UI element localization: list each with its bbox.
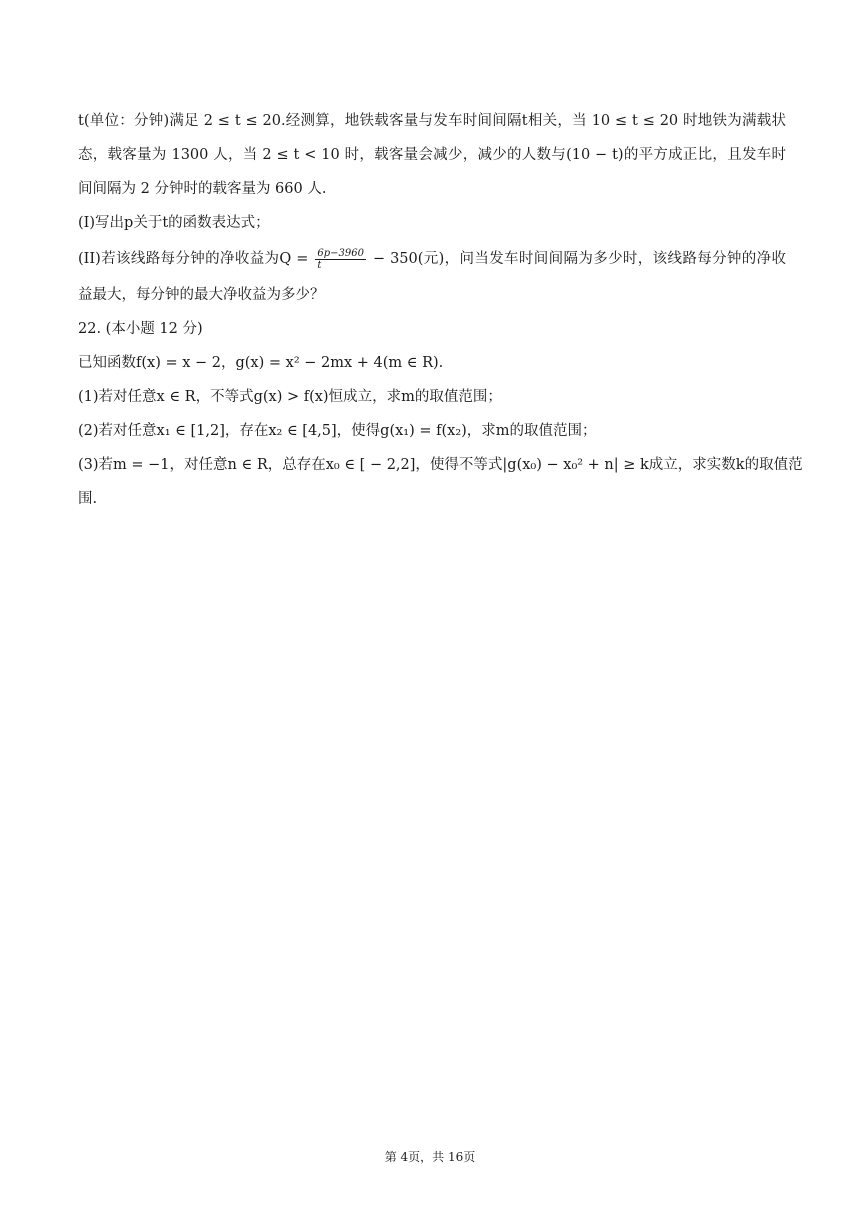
problem22-heading: 22. (本小题 12 分) bbox=[78, 321, 203, 337]
problem21-part2 bbox=[78, 240, 786, 278]
page-footer: 第 4页，共 16页 bbox=[384, 1150, 476, 1164]
problem22-intro: 已知函数f(x) = x − 2，g(x) = x² − 2mx + 4(m ∈ R). bbox=[78, 355, 444, 371]
problem21-part2-line2: 益最大，每分钟的最大净收益为多少？ bbox=[78, 287, 325, 303]
fraction-denominator: t bbox=[317, 259, 322, 271]
problem22-q3-line2: 围. bbox=[78, 491, 98, 507]
problem22-q3-line1: (3)若m = −1，对任意n ∈ R，总存在x₀ ∈ [ − 2,2]，使得不等式|g(x₀) − x₀² + n| ≥ k成立，求实数k的取值范 bbox=[78, 457, 803, 473]
problem21-line2: 态，载客量为 1300 人，当 2 ≤ t < 10 时，载客量会减少，减少的人数与(10 − t)的平方成正比，且发车时 bbox=[78, 147, 786, 163]
problem21-part1: (I)写出p关于t的函数表达式； bbox=[78, 215, 270, 231]
page-content bbox=[78, 104, 803, 516]
problem21-line3: 间间隔为 2 分钟时的载客量为 660 人. bbox=[78, 181, 327, 197]
problem21-part2-after: − 350(元)，问当发车时间间隔为多少时，该线路每分钟的净收 bbox=[372, 251, 786, 267]
fraction-numerator: 6p−3960 bbox=[317, 247, 364, 259]
problem21-line1: t(单位：分钟)满足 2 ≤ t ≤ 20.经测算，地铁载客量与发车时间间隔t相关，当 10 ≤ t ≤ 20 时地铁为满载状 bbox=[78, 113, 786, 129]
problem22-q1: (1)若对任意x ∈ R，不等式g(x) > f(x)恒成立，求m的取值范围； bbox=[78, 389, 502, 405]
net-income-fraction bbox=[315, 248, 366, 271]
problem22-q2: (2)若对任意x₁ ∈ [1,2]，存在x₂ ∈ [4,5]，使得g(x₁) = f(x₂)，求m的取值范围； bbox=[78, 423, 597, 439]
problem21-part2-before: (II)若该线路每分钟的净收益为Q = bbox=[78, 251, 309, 267]
